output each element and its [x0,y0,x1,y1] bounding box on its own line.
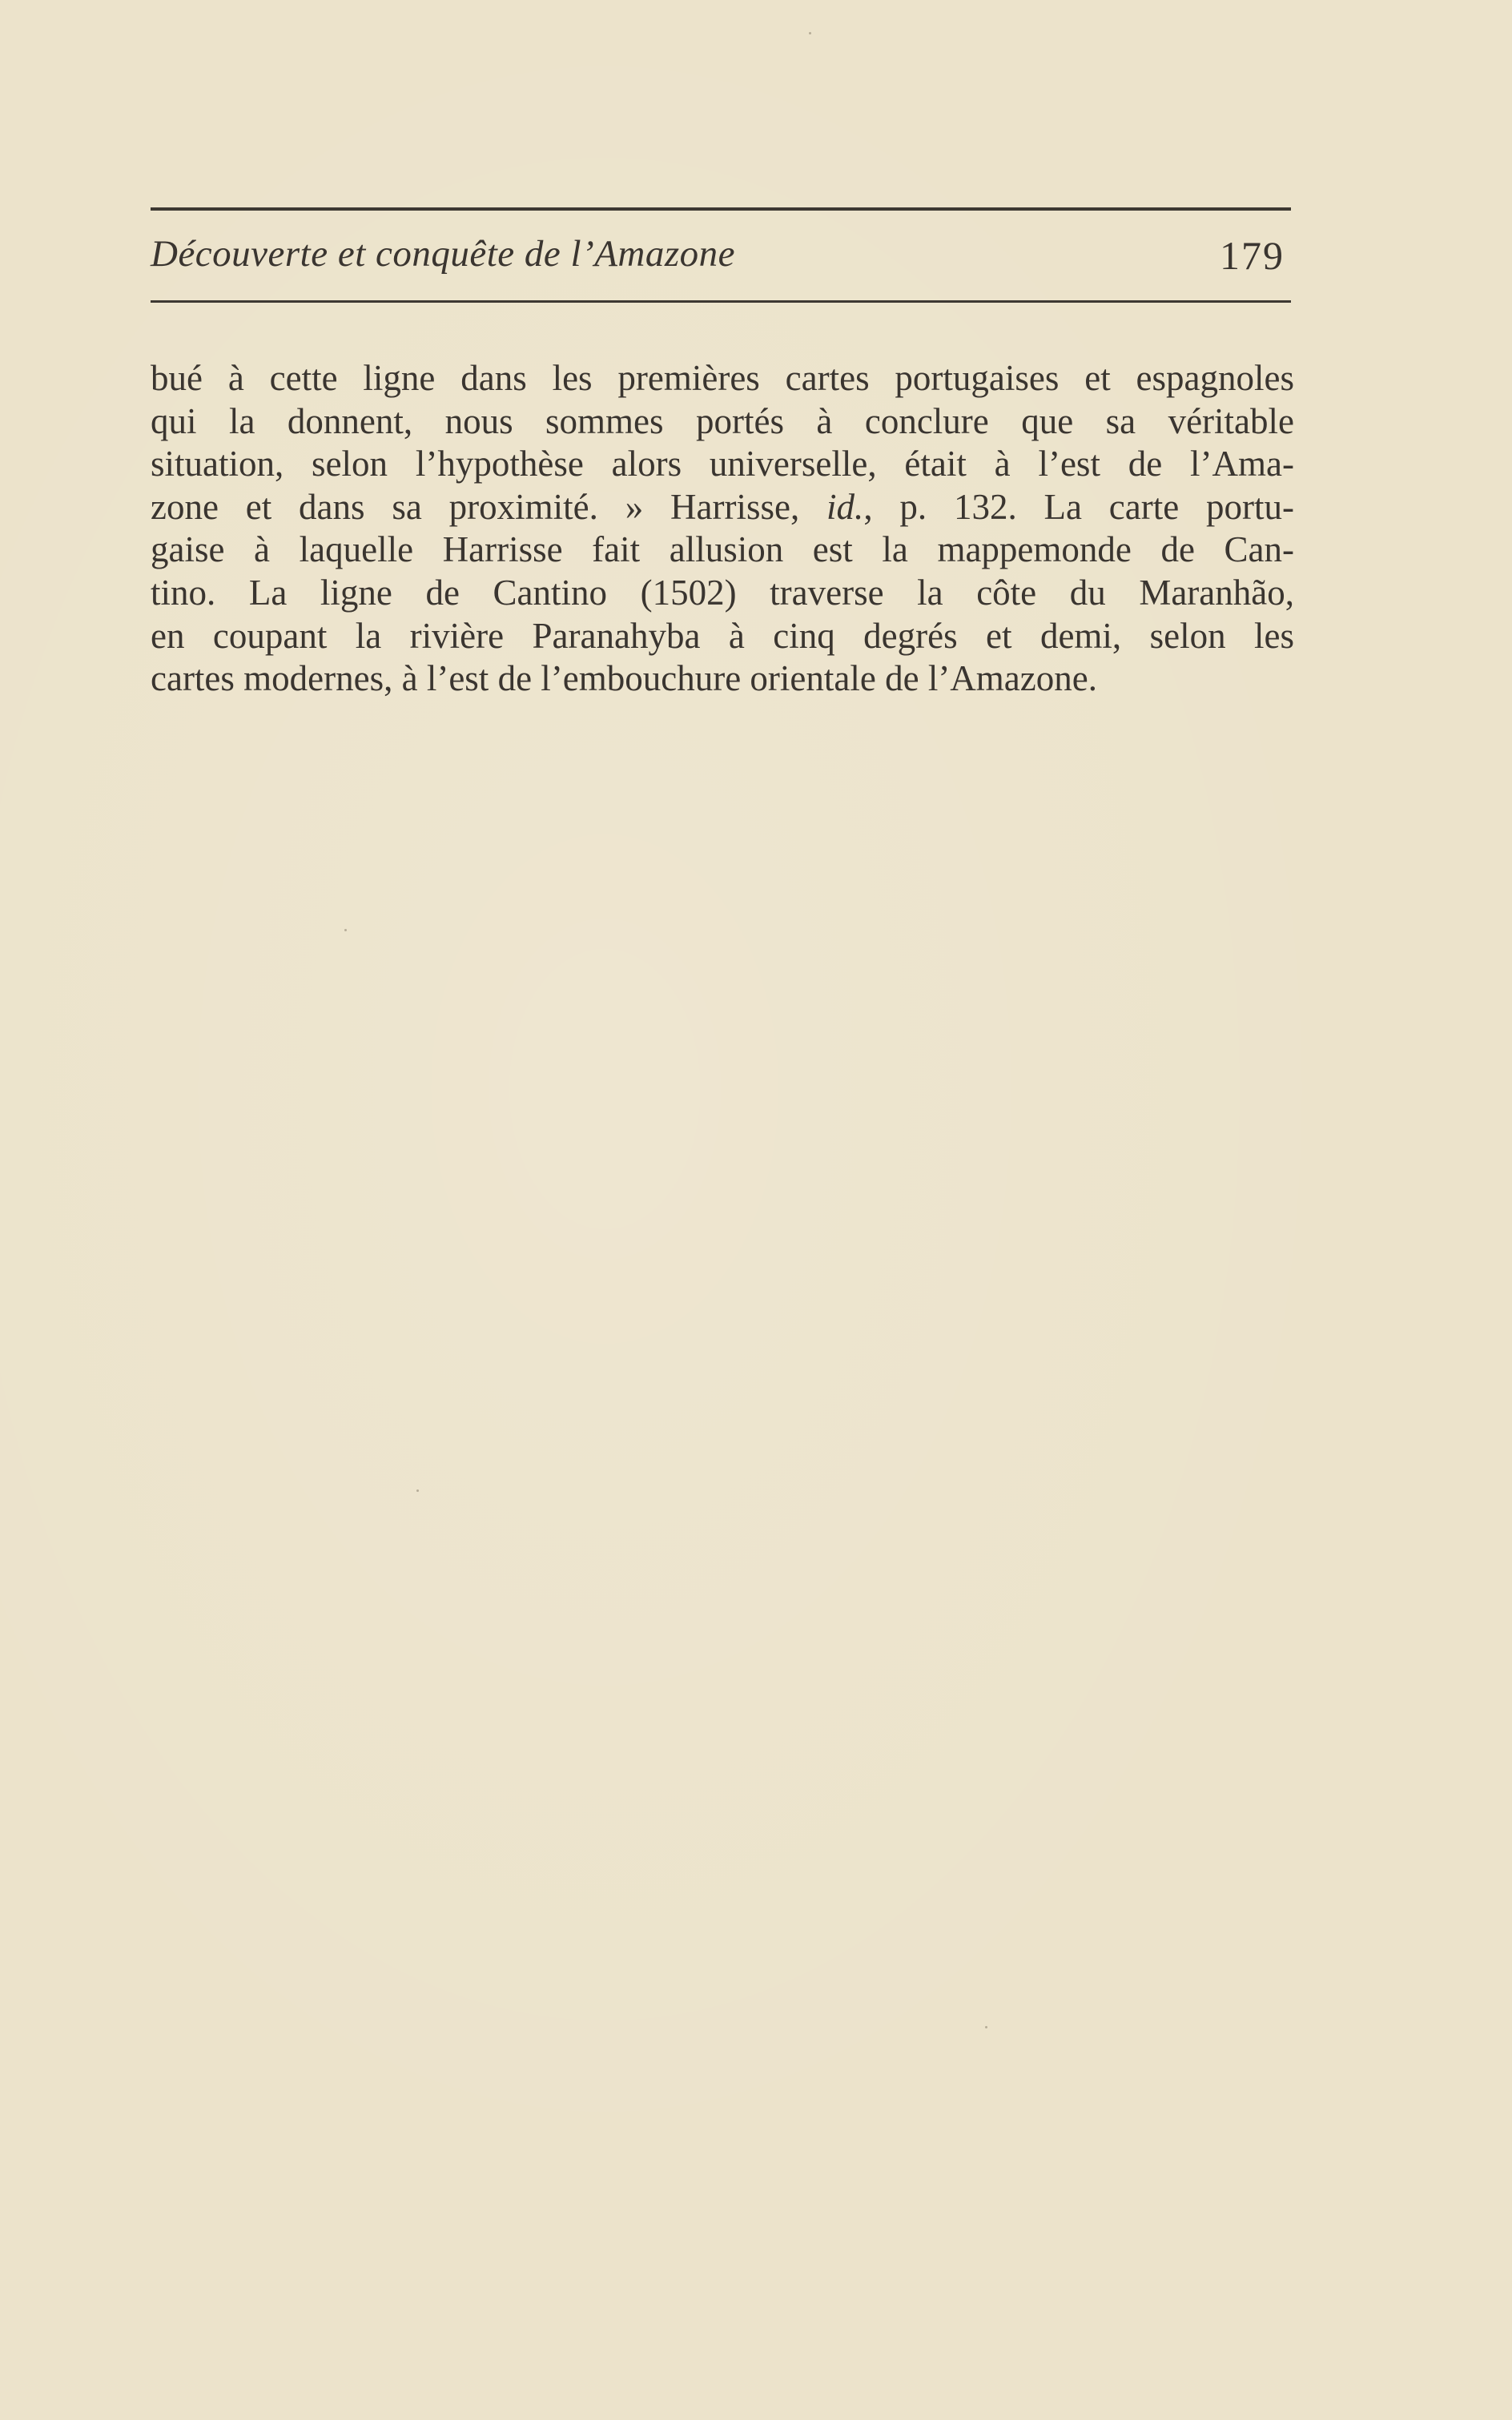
running-head [151,226,1291,290]
paper-speck [809,32,811,34]
text-line: bué à cette ligne dans les premières cartes portugaises et espagnoles [151,358,1294,398]
paper-speck [985,2026,987,2028]
text-line: tino. La ligne de Cantino (1502) traverse la côte du Maranhão, [151,572,1294,613]
paper-speck [344,929,347,931]
paper-speck [416,1489,419,1492]
text-line: gaise à laquelle Harrisse fait allusion est la mappemonde de Can- [151,529,1294,570]
footnote-text [151,357,1294,701]
header-bottom-rule [151,300,1291,303]
text-line: cartes modernes, à l’est de l’embouchure orientale de l’Amazone. [151,658,1097,699]
text-line: qui la donnent, nous sommes portés à conclure que sa véritable [151,400,1294,441]
header-top-rule [151,207,1291,211]
running-title: Découverte et conquête de l’Amazone [151,233,736,275]
text-line: zone et dans sa proximité. » Harrisse, id., p. 132. La carte portu- [151,486,1294,527]
text-line: situation, selon l’hypothèse alors universelle, était à l’est de l’Ama- [151,444,1294,484]
text-line: en coupant la rivière Paranahyba à cinq degrés et demi, selon les [151,615,1294,656]
page-number: 179 [1220,233,1285,278]
